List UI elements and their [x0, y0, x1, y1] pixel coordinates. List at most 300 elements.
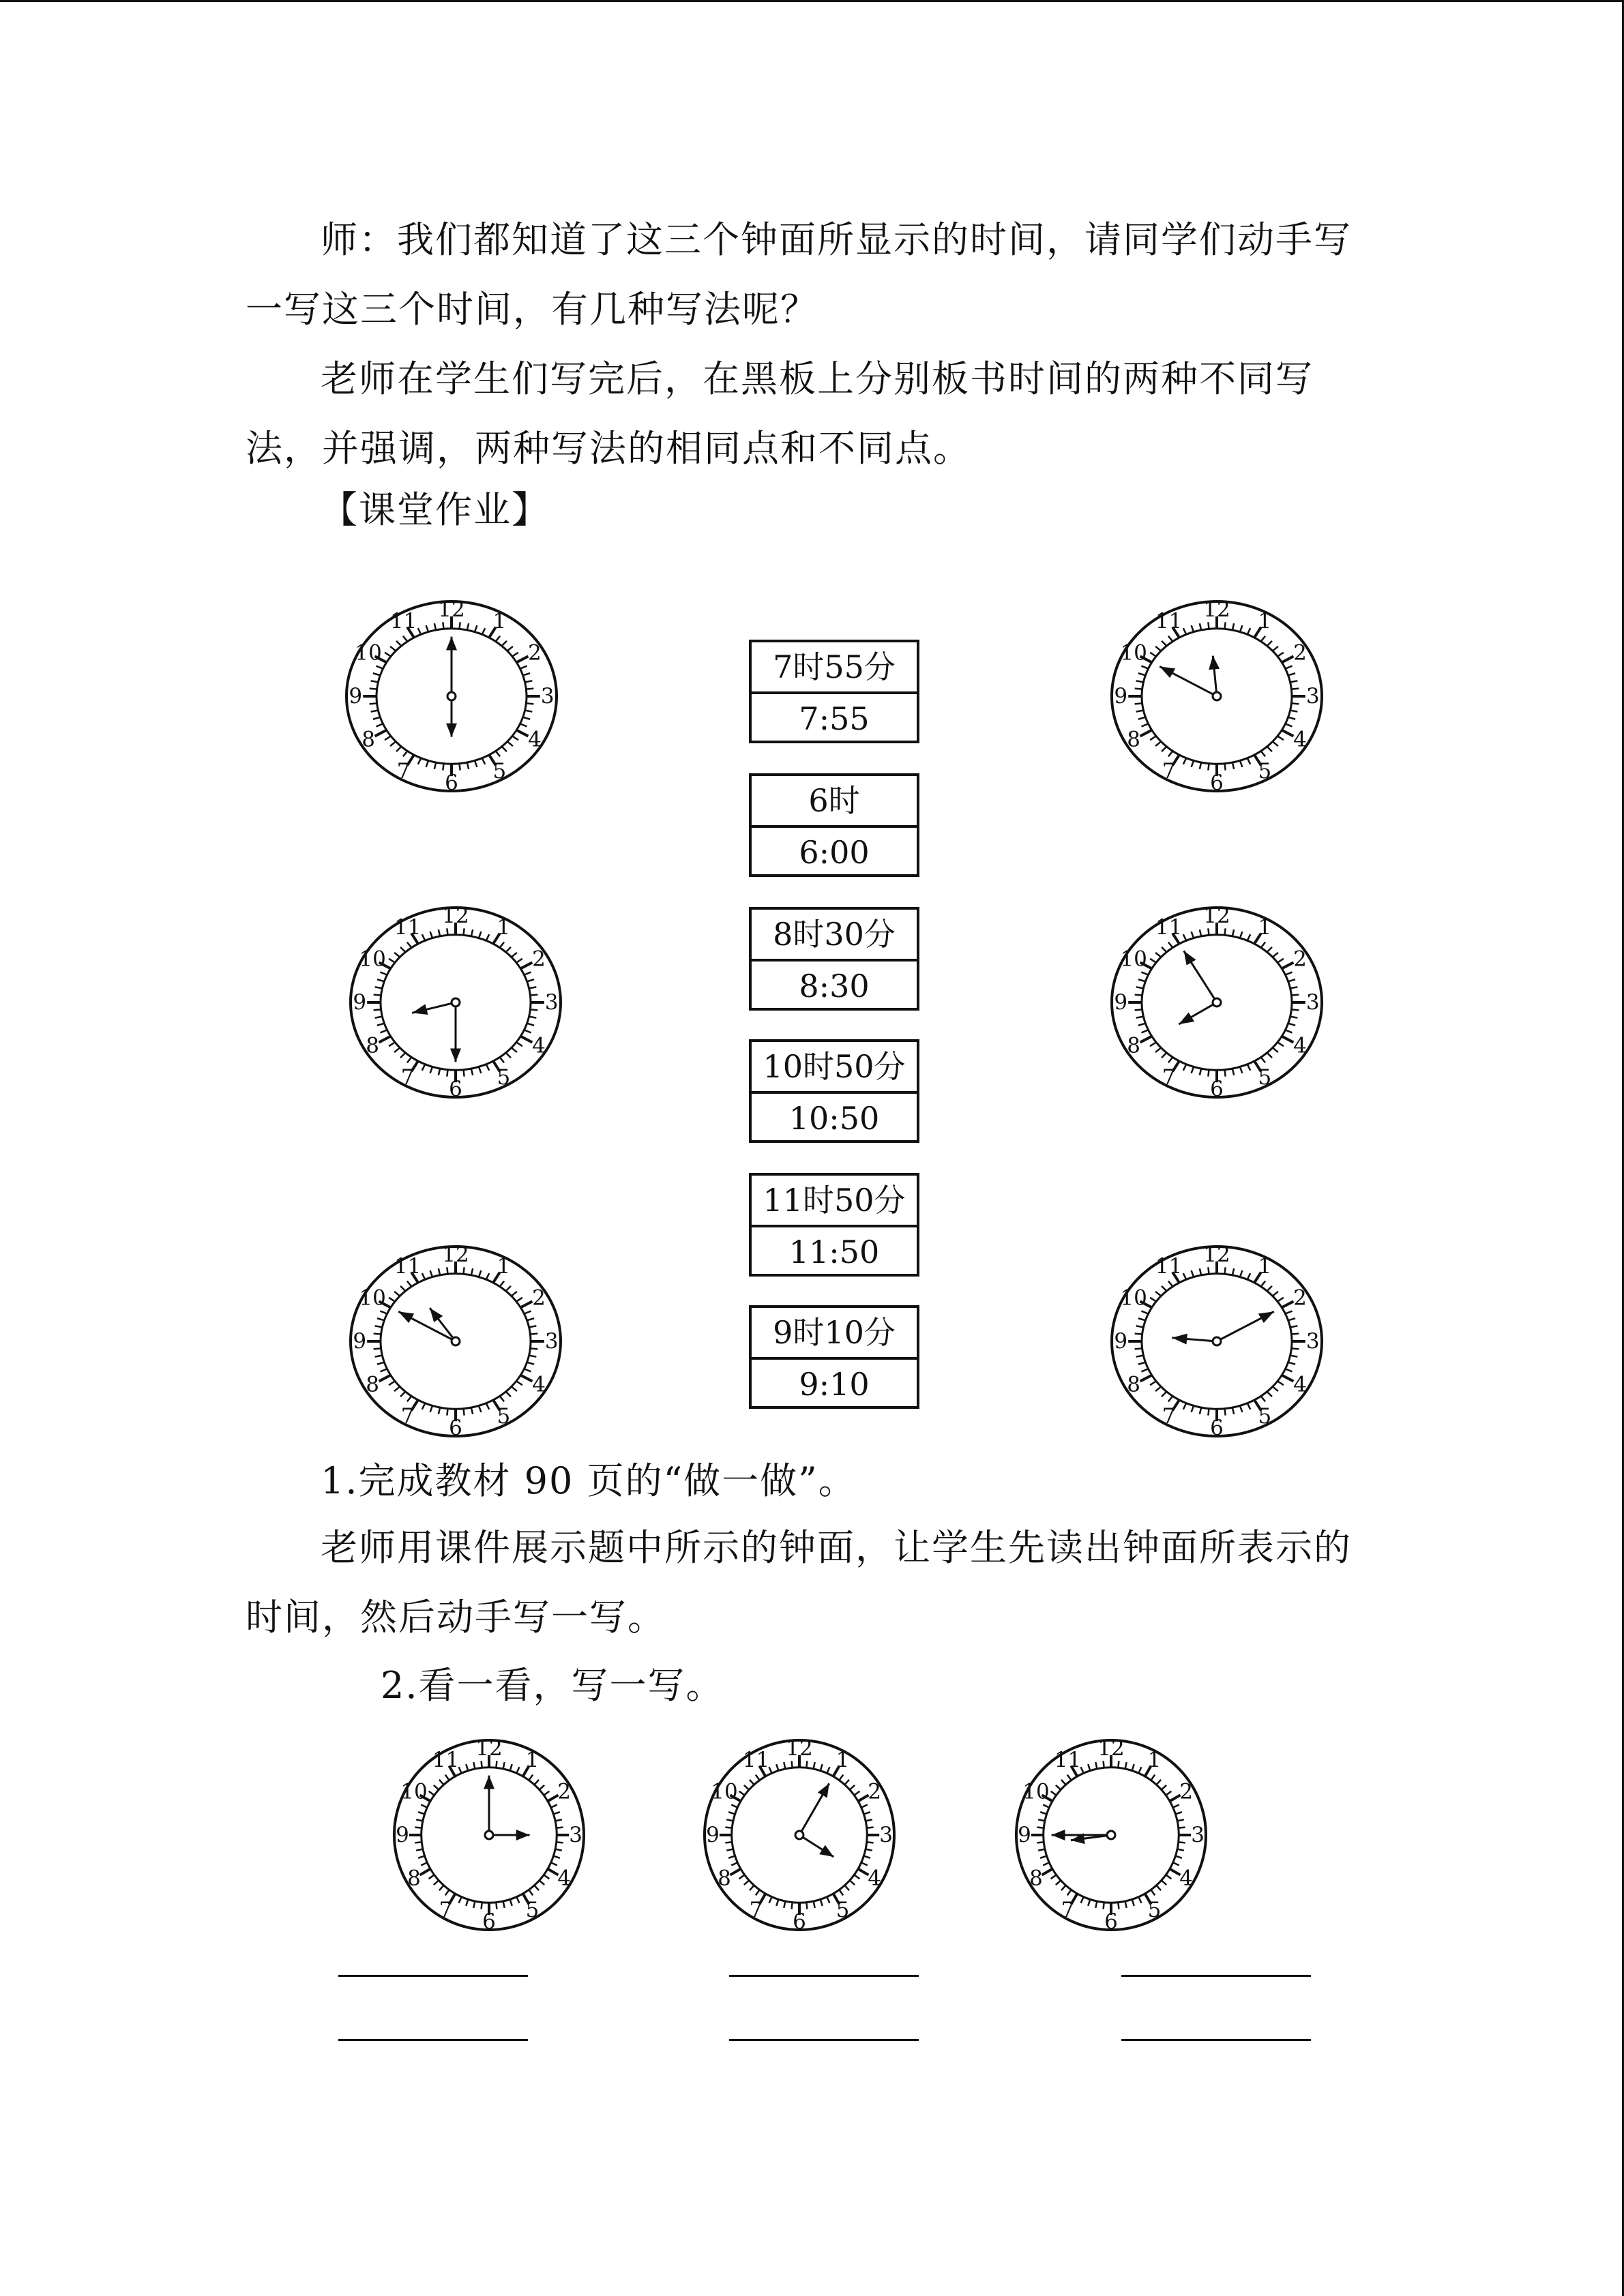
minute-tick — [466, 1764, 468, 1770]
minute-tick — [844, 1780, 849, 1785]
minute-tick — [396, 747, 401, 751]
minute-tick — [784, 1762, 785, 1769]
minute-tick — [466, 1899, 468, 1905]
clock-number: 5 — [497, 1065, 511, 1090]
minute-tick — [1247, 934, 1250, 940]
minute-tick — [1141, 1369, 1148, 1371]
minute-tick — [502, 747, 507, 751]
minute-tick — [1118, 1903, 1119, 1909]
minute-tick — [1232, 1268, 1234, 1275]
question-1-description-line-2: 时间，然后动手写一写。 — [246, 1596, 666, 1639]
clock-number: 12 — [442, 1242, 469, 1267]
minute-tick — [1183, 628, 1186, 634]
minute-tick — [374, 1009, 381, 1010]
minute-tick — [526, 703, 533, 704]
answer-blank-1b[interactable] — [338, 2039, 528, 2041]
minute-tick — [445, 1775, 449, 1780]
minute-tick — [463, 928, 464, 935]
minute-tick — [1138, 673, 1145, 675]
minute-tick — [520, 724, 527, 726]
minute-tick — [731, 1862, 737, 1865]
minute-tick — [1183, 934, 1186, 940]
clock-number: 5 — [1258, 1065, 1272, 1090]
minute-tick — [1168, 636, 1172, 642]
minute-tick — [520, 962, 532, 968]
minute-tick — [1170, 1869, 1180, 1875]
minute-tick — [1261, 636, 1265, 642]
minute-tick — [500, 942, 504, 948]
minute-tick — [1192, 760, 1194, 766]
minute-tick — [1162, 1880, 1166, 1885]
minute-tick — [473, 1901, 475, 1908]
minute-tick — [1273, 1047, 1278, 1052]
minute-tick — [553, 1856, 559, 1858]
minute-tick — [1166, 1791, 1171, 1795]
minute-tick — [400, 1053, 405, 1058]
minute-tick — [1162, 1053, 1166, 1058]
minute-tick — [512, 1386, 517, 1391]
minute-tick — [507, 646, 513, 651]
clock-number: 11 — [742, 1747, 770, 1772]
minute-tick — [445, 1890, 449, 1895]
minute-tick — [540, 1880, 544, 1885]
minute-tick — [512, 1292, 517, 1296]
minute-tick — [429, 1791, 434, 1795]
question-2: 2.看一看，写一写。 — [381, 1664, 724, 1707]
minute-tick — [1150, 1042, 1156, 1046]
minute-tick — [394, 1047, 400, 1052]
clock-center-pin — [1107, 1831, 1115, 1839]
clock-number: 7 — [1061, 1898, 1075, 1923]
minute-tick — [1267, 947, 1272, 952]
minute-tick — [429, 1875, 434, 1879]
minute-tick — [1042, 1869, 1052, 1875]
minute-tick — [1135, 1334, 1142, 1335]
time-box-chinese: 11时50分 — [752, 1176, 917, 1227]
minute-tick — [1155, 1047, 1161, 1052]
minute-tick — [524, 1030, 531, 1032]
minute-tick — [1095, 1762, 1097, 1769]
minute-tick — [1224, 1409, 1225, 1416]
clock-number: 3 — [879, 1823, 893, 1847]
minute-tick — [1136, 1356, 1144, 1357]
clock-number: 12 — [438, 597, 465, 622]
minute-tick — [439, 1885, 444, 1890]
clock-number: 10 — [1120, 640, 1147, 666]
minute-tick — [375, 1326, 383, 1327]
clock-number: 2 — [532, 1285, 546, 1311]
minute-tick — [1232, 929, 1234, 936]
minute-tick — [1291, 703, 1299, 704]
clock-center-pin — [1213, 1337, 1221, 1345]
minute-tick — [756, 1890, 760, 1895]
minute-tick — [1061, 1780, 1066, 1785]
minute-tick — [394, 1292, 400, 1296]
clock-number: 2 — [528, 640, 542, 666]
clock-number: 1 — [1258, 1253, 1272, 1279]
minute-tick — [459, 622, 460, 629]
minute-tick — [792, 1903, 793, 1909]
time-box-chinese: 6时 — [752, 776, 917, 828]
minute-tick — [1261, 942, 1265, 948]
minute-tick — [1288, 1362, 1295, 1365]
minute-tick — [375, 1017, 383, 1018]
minute-tick — [1273, 741, 1278, 746]
clock-number: 4 — [532, 1033, 546, 1058]
minute-tick — [725, 1842, 732, 1843]
minute-tick — [814, 1901, 815, 1908]
minute-tick — [385, 736, 391, 740]
minute-tick — [726, 1849, 733, 1851]
hour-hand-arrow — [430, 1308, 443, 1322]
minute-tick — [1200, 762, 1201, 769]
minute-tick — [1168, 1057, 1172, 1062]
minute-tick — [1179, 1842, 1185, 1843]
minute-tick — [516, 959, 522, 963]
minute-tick — [1168, 942, 1172, 948]
minute-tick — [1175, 1856, 1181, 1858]
answer-blank-2a[interactable] — [729, 1975, 919, 1977]
clock-number: 10 — [355, 640, 382, 666]
minute-tick — [776, 1899, 778, 1905]
minute-tick — [434, 1785, 439, 1790]
minute-tick — [1061, 1885, 1066, 1890]
minute-tick — [525, 681, 533, 682]
minute-tick — [557, 1842, 563, 1843]
minute-tick — [529, 1890, 533, 1895]
minute-tick — [530, 1009, 537, 1010]
minute-tick — [439, 1069, 440, 1075]
minute-tick — [1282, 656, 1293, 662]
minute-tick — [422, 1064, 425, 1071]
minute-tick — [1138, 1024, 1145, 1026]
time-box-6-00 — [749, 773, 919, 877]
clock-number: 11 — [1155, 608, 1183, 633]
minute-tick — [516, 1042, 522, 1046]
minute-tick — [516, 1897, 519, 1903]
minute-tick — [503, 1901, 505, 1908]
minute-tick — [1136, 681, 1144, 682]
clock-number: 7 — [400, 1404, 415, 1429]
minute-tick — [512, 953, 517, 957]
clock-number: 8 — [1127, 1033, 1140, 1058]
minute-tick — [482, 758, 485, 764]
minute-tick — [726, 1819, 733, 1821]
clock-number: 4 — [528, 727, 542, 752]
minute-hand-arrow — [818, 1783, 829, 1798]
minute-tick — [430, 931, 432, 938]
clock-center-pin — [795, 1831, 803, 1839]
minute-tick — [394, 953, 400, 957]
minute-tick — [1208, 1409, 1209, 1416]
minute-tick — [544, 1791, 549, 1795]
minute-tick — [1291, 995, 1299, 996]
answer-blank-1a[interactable] — [338, 1975, 528, 1977]
minute-tick — [376, 666, 383, 669]
minute-tick — [377, 1024, 384, 1026]
minute-tick — [512, 1047, 517, 1052]
clock-number: 1 — [497, 1253, 511, 1279]
minute-tick — [389, 1381, 395, 1385]
minute-tick — [389, 1298, 395, 1302]
clock-number: 7 — [1162, 759, 1176, 784]
minute-tick — [548, 1869, 558, 1875]
minute-tick — [486, 1403, 489, 1410]
minute-tick — [529, 1775, 533, 1780]
minute-tick — [510, 1899, 512, 1905]
clock-number: 12 — [442, 903, 469, 928]
minute-tick — [375, 987, 383, 988]
minute-tick — [534, 1885, 539, 1890]
minute-tick — [422, 1403, 425, 1410]
minute-tick — [1156, 1885, 1161, 1890]
minute-tick — [1125, 1901, 1127, 1908]
minute-tick — [1291, 1334, 1299, 1335]
minute-tick — [379, 1037, 391, 1043]
minute-tick — [530, 995, 537, 996]
minute-tick — [486, 934, 489, 940]
clock-number: 5 — [497, 1404, 511, 1429]
minute-tick — [1278, 736, 1284, 740]
clock-center-pin — [1213, 692, 1221, 700]
clock-number: 8 — [407, 1866, 421, 1891]
minute-tick — [403, 751, 407, 756]
answer-blank-3a[interactable] — [1121, 1975, 1311, 1977]
clock-number: 8 — [1127, 727, 1140, 752]
clock-number: 6 — [449, 1416, 462, 1441]
minute-tick — [530, 1334, 537, 1335]
clock-number: 11 — [389, 608, 417, 633]
minute-tick — [1240, 625, 1242, 631]
clock-center-pin — [452, 1337, 460, 1345]
minute-tick — [1224, 764, 1225, 771]
minute-hand-arrow — [1052, 1830, 1065, 1840]
clock-number: 4 — [532, 1372, 546, 1397]
minute-tick — [1067, 1890, 1072, 1895]
clock-number: 1 — [492, 608, 507, 633]
minute-tick — [529, 1326, 537, 1327]
minute-tick — [1135, 1009, 1142, 1010]
minute-tick — [1132, 1899, 1134, 1905]
minute-tick — [421, 1862, 427, 1865]
minute-tick — [376, 724, 383, 726]
minute-tick — [1095, 1901, 1097, 1908]
minute-tick — [407, 1396, 411, 1401]
clock-number: 11 — [1155, 1253, 1183, 1279]
clock-center-pin — [447, 692, 456, 700]
time-box-digital: 9:10 — [799, 1366, 870, 1403]
minute-tick — [744, 1785, 749, 1790]
clock-number: 10 — [400, 1779, 428, 1804]
minute-tick — [527, 979, 534, 981]
minute-tick — [1200, 929, 1201, 936]
answer-blank-3b[interactable] — [1121, 2039, 1311, 2041]
minute-tick — [434, 762, 436, 769]
minute-tick — [1273, 646, 1278, 651]
clock-number: 3 — [540, 684, 555, 709]
minute-tick — [439, 1268, 440, 1275]
minute-tick — [1232, 1407, 1234, 1414]
minute-tick — [1261, 1281, 1265, 1287]
question-1: 1.完成教材 90 页的“做一做”。 — [321, 1459, 857, 1502]
clock-number: 6 — [1210, 1416, 1224, 1441]
minute-tick — [418, 628, 421, 634]
answer-blank-2b[interactable] — [729, 2039, 919, 2041]
minute-tick — [486, 1273, 489, 1279]
minute-tick — [1183, 758, 1186, 764]
clock-number: 9 — [353, 1329, 367, 1354]
minute-tick — [1051, 1791, 1057, 1795]
minute-tick — [1141, 1030, 1148, 1032]
hour-hand-arrow — [412, 1004, 428, 1015]
minute-tick — [861, 1805, 868, 1808]
minute-tick — [529, 1017, 537, 1018]
minute-tick — [379, 1375, 391, 1382]
minute-tick — [1081, 1897, 1084, 1903]
minute-tick — [1273, 1292, 1278, 1296]
minute-tick — [555, 1819, 562, 1821]
minute-tick — [421, 1805, 427, 1808]
minute-tick — [548, 1795, 558, 1801]
minute-tick — [1247, 628, 1250, 634]
minute-tick — [1040, 1812, 1046, 1814]
clock-number: 5 — [1258, 759, 1272, 784]
clock-number: 10 — [1120, 1285, 1147, 1311]
minute-tick — [459, 1897, 462, 1903]
minute-tick — [806, 1761, 807, 1768]
minute-tick — [1056, 1880, 1061, 1885]
clock-number: 6 — [1210, 1077, 1224, 1102]
minute-tick — [1177, 1849, 1184, 1851]
minute-tick — [1240, 1270, 1242, 1277]
minute-tick — [527, 1362, 534, 1365]
minute-tick — [540, 1785, 544, 1790]
minute-tick — [1285, 1030, 1292, 1032]
minute-tick — [1088, 1899, 1090, 1905]
time-box-chinese: 8时30分 — [752, 910, 917, 961]
minute-tick — [1150, 653, 1156, 657]
minute-tick — [463, 1267, 464, 1274]
minute-tick — [377, 1362, 384, 1365]
clock-number: 8 — [1029, 1866, 1043, 1891]
clock-number: 2 — [1293, 640, 1307, 666]
minute-tick — [839, 1775, 843, 1780]
clock-number: 4 — [868, 1866, 881, 1891]
minute-tick — [1140, 1375, 1152, 1382]
clock-number: 4 — [1293, 1033, 1307, 1058]
minute-tick — [1267, 1392, 1272, 1397]
clock-number: 12 — [475, 1735, 503, 1761]
minute-tick — [1183, 1064, 1186, 1071]
minute-tick — [1290, 681, 1298, 682]
minute-tick — [1168, 1396, 1172, 1401]
minute-tick — [463, 1070, 464, 1077]
minute-hand-arrow — [446, 637, 457, 651]
minute-tick — [516, 1381, 522, 1385]
minute-tick — [1162, 1392, 1166, 1397]
minute-tick — [534, 1780, 539, 1785]
minute-tick — [1151, 1775, 1155, 1780]
minute-tick — [1155, 1386, 1161, 1391]
minute-tick — [728, 1812, 735, 1814]
clock-number: 4 — [557, 1866, 571, 1891]
minute-tick — [739, 1791, 745, 1795]
minute-tick — [1192, 625, 1194, 631]
exercise-clock-8-45 — [1012, 1736, 1210, 1934]
minute-tick — [1278, 1042, 1284, 1046]
time-box-chinese: 10时50分 — [752, 1042, 917, 1094]
minute-tick — [520, 1037, 532, 1043]
minute-tick — [839, 1890, 843, 1895]
minute-tick — [1088, 1764, 1090, 1770]
minute-tick — [1273, 953, 1278, 957]
clock-7-55 — [1108, 904, 1326, 1101]
minute-tick — [1150, 959, 1156, 963]
minute-tick — [1067, 1775, 1072, 1780]
minute-tick — [1118, 1761, 1119, 1768]
minute-hand-arrow — [1184, 951, 1196, 965]
hour-hand-arrow — [446, 724, 457, 737]
minute-tick — [426, 760, 428, 766]
minute-tick — [394, 1386, 400, 1391]
minute-tick — [524, 972, 531, 975]
minute-tick — [418, 1856, 424, 1858]
clock-number: 8 — [718, 1866, 731, 1891]
minute-tick — [371, 681, 379, 682]
minute-tick — [1247, 758, 1250, 764]
clock-number: 9 — [706, 1823, 720, 1847]
hour-hand-arrow — [516, 1830, 530, 1840]
time-box-chinese: 7时55分 — [752, 642, 917, 694]
minute-tick — [866, 1819, 872, 1821]
minute-tick — [527, 1318, 534, 1320]
minute-tick — [471, 1069, 473, 1075]
minute-tick — [1200, 1069, 1201, 1075]
clock-number: 1 — [1258, 608, 1272, 633]
minute-tick — [471, 929, 473, 936]
minute-tick — [439, 1780, 444, 1785]
time-box-digital: 11:50 — [788, 1234, 880, 1270]
minute-tick — [1136, 711, 1144, 712]
minute-hand-arrow — [1160, 666, 1175, 678]
minute-tick — [380, 1369, 387, 1371]
minute-tick — [750, 1885, 754, 1890]
minute-tick — [471, 1407, 473, 1414]
minute-tick — [1290, 1017, 1298, 1018]
clock-number: 11 — [394, 914, 422, 940]
clock-number: 1 — [1258, 914, 1272, 940]
minute-tick — [1162, 1286, 1166, 1291]
clock-number: 7 — [1162, 1065, 1176, 1090]
minute-tick — [814, 1762, 815, 1769]
minute-tick — [750, 1780, 754, 1785]
minute-tick — [858, 1795, 868, 1801]
minute-tick — [867, 1842, 874, 1843]
minute-tick — [756, 1775, 760, 1780]
minute-tick — [1183, 1273, 1186, 1279]
minute-tick — [1285, 724, 1292, 726]
minute-tick — [1051, 1875, 1057, 1879]
minute-tick — [1232, 623, 1234, 630]
clock-number: 12 — [1203, 1242, 1230, 1267]
minute-tick — [1155, 646, 1161, 651]
minute-tick — [482, 628, 485, 634]
clock-number: 4 — [1293, 1372, 1307, 1397]
minute-tick — [396, 641, 401, 646]
minute-tick — [1138, 979, 1145, 981]
minute-tick — [479, 1067, 481, 1073]
clock-number: 7 — [396, 759, 411, 784]
